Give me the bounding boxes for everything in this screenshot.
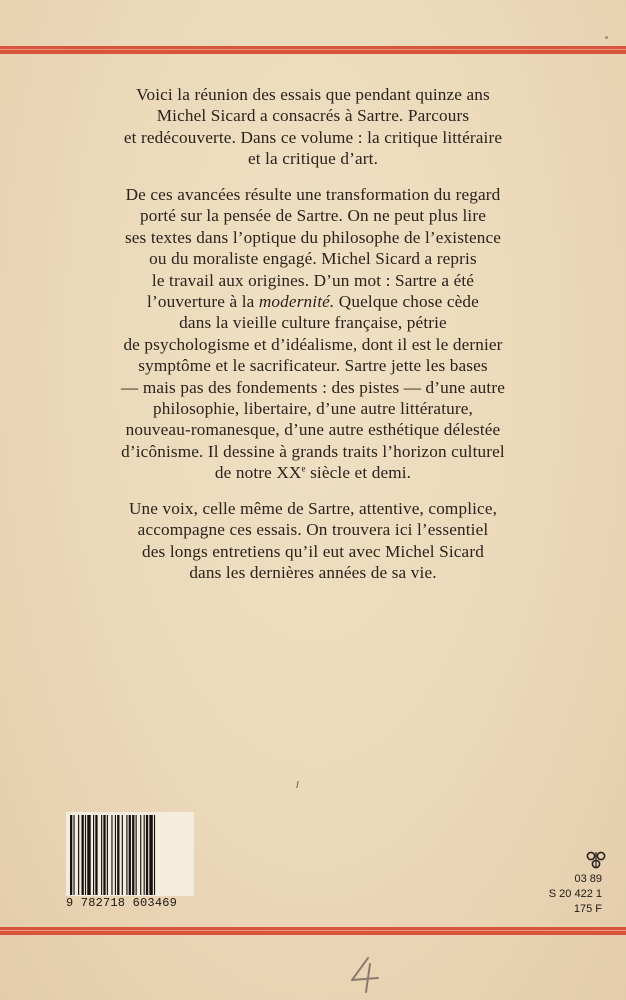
text-run: de notre XX	[214, 463, 302, 483]
pencil-tick-mark	[296, 781, 298, 788]
barcode-graphic	[66, 812, 194, 896]
text-run: siècle et demi.	[305, 463, 412, 483]
blurb-line-with-superscript	[60, 462, 566, 483]
blurb-paragraph-2	[60, 184, 566, 484]
blurb-line: De ces avancées résulte une transformation du regard	[125, 185, 501, 204]
blurb-line: d’icônisme. Il dessine à grands traits l’horizon culturel	[121, 441, 505, 461]
italic-word: modernité.	[258, 292, 335, 312]
blurb-line: philosophie, libertaire, d’une autre littérature,	[153, 399, 473, 419]
blurb-line: symptôme et le sacrificateur. Sartre jette les bases	[138, 356, 488, 376]
superscript: e	[301, 463, 306, 474]
blurb-line: des longs entretiens qu’il eut avec Michel Sicard	[142, 541, 484, 561]
isbn-digits: 9 782718 603469	[66, 896, 178, 910]
blurb-paragraph-3	[60, 498, 566, 584]
blurb-line: dans la vieille culture française, pétrie	[179, 313, 447, 333]
blurb-line-with-italic	[60, 291, 566, 312]
blurb-line: de psychologisme et d’idéalisme, dont il est le dernier	[123, 334, 503, 354]
text-run: l’ouverture à la	[147, 292, 259, 312]
gallimard-nrf-logo-icon	[585, 850, 607, 870]
blurb-line: ou du moraliste engagé. Michel Sicard a repris	[149, 249, 477, 269]
paper-spot	[605, 36, 608, 39]
blurb-line: et redécouverte. Dans ce volume : la critique littéraire	[123, 127, 503, 147]
blurb-line: nouveau-romanesque, d’une autre esthétique délestée	[125, 420, 501, 440]
blurb-line: porté sur la pensée de Sartre. On ne peut plus lire	[139, 206, 487, 226]
blurb-line: accompagne ces essais. On trouvera ici l’essentiel	[137, 520, 489, 540]
top-red-rule	[0, 46, 626, 54]
blurb-line: ses textes dans l’optique du philosophe de l’existence	[124, 227, 502, 247]
blurb-line: dans les dernières années de sa vie.	[189, 563, 437, 583]
bottom-red-rule	[0, 927, 626, 935]
blurb-line: le travail aux origines. D’un mot : Sartre a été	[151, 270, 475, 290]
blurb-paragraph-1	[60, 84, 566, 170]
barcode-bars	[66, 812, 194, 896]
blurb-line: et la critique d’art.	[247, 149, 379, 169]
isbn-barcode	[66, 812, 194, 910]
stock-reference: S 20 422 1	[548, 888, 602, 900]
blurb-line: — mais pas des fondements : des pistes — d’une autre	[121, 377, 505, 397]
blurb-line: Une voix, celle même de Sartre, attentive, complice,	[128, 499, 498, 518]
text-run: Quelque chose cède	[334, 292, 479, 312]
handwritten-mark	[344, 954, 384, 994]
stock-info	[549, 872, 602, 917]
price-label: 175 F	[573, 903, 602, 915]
blurb-line: Michel Sicard a consacrés à Sartre. Parcours	[156, 106, 470, 126]
stock-code: 03 89	[574, 873, 602, 885]
blurb-line: Voici la réunion des essais que pendant quinze ans	[136, 85, 490, 104]
